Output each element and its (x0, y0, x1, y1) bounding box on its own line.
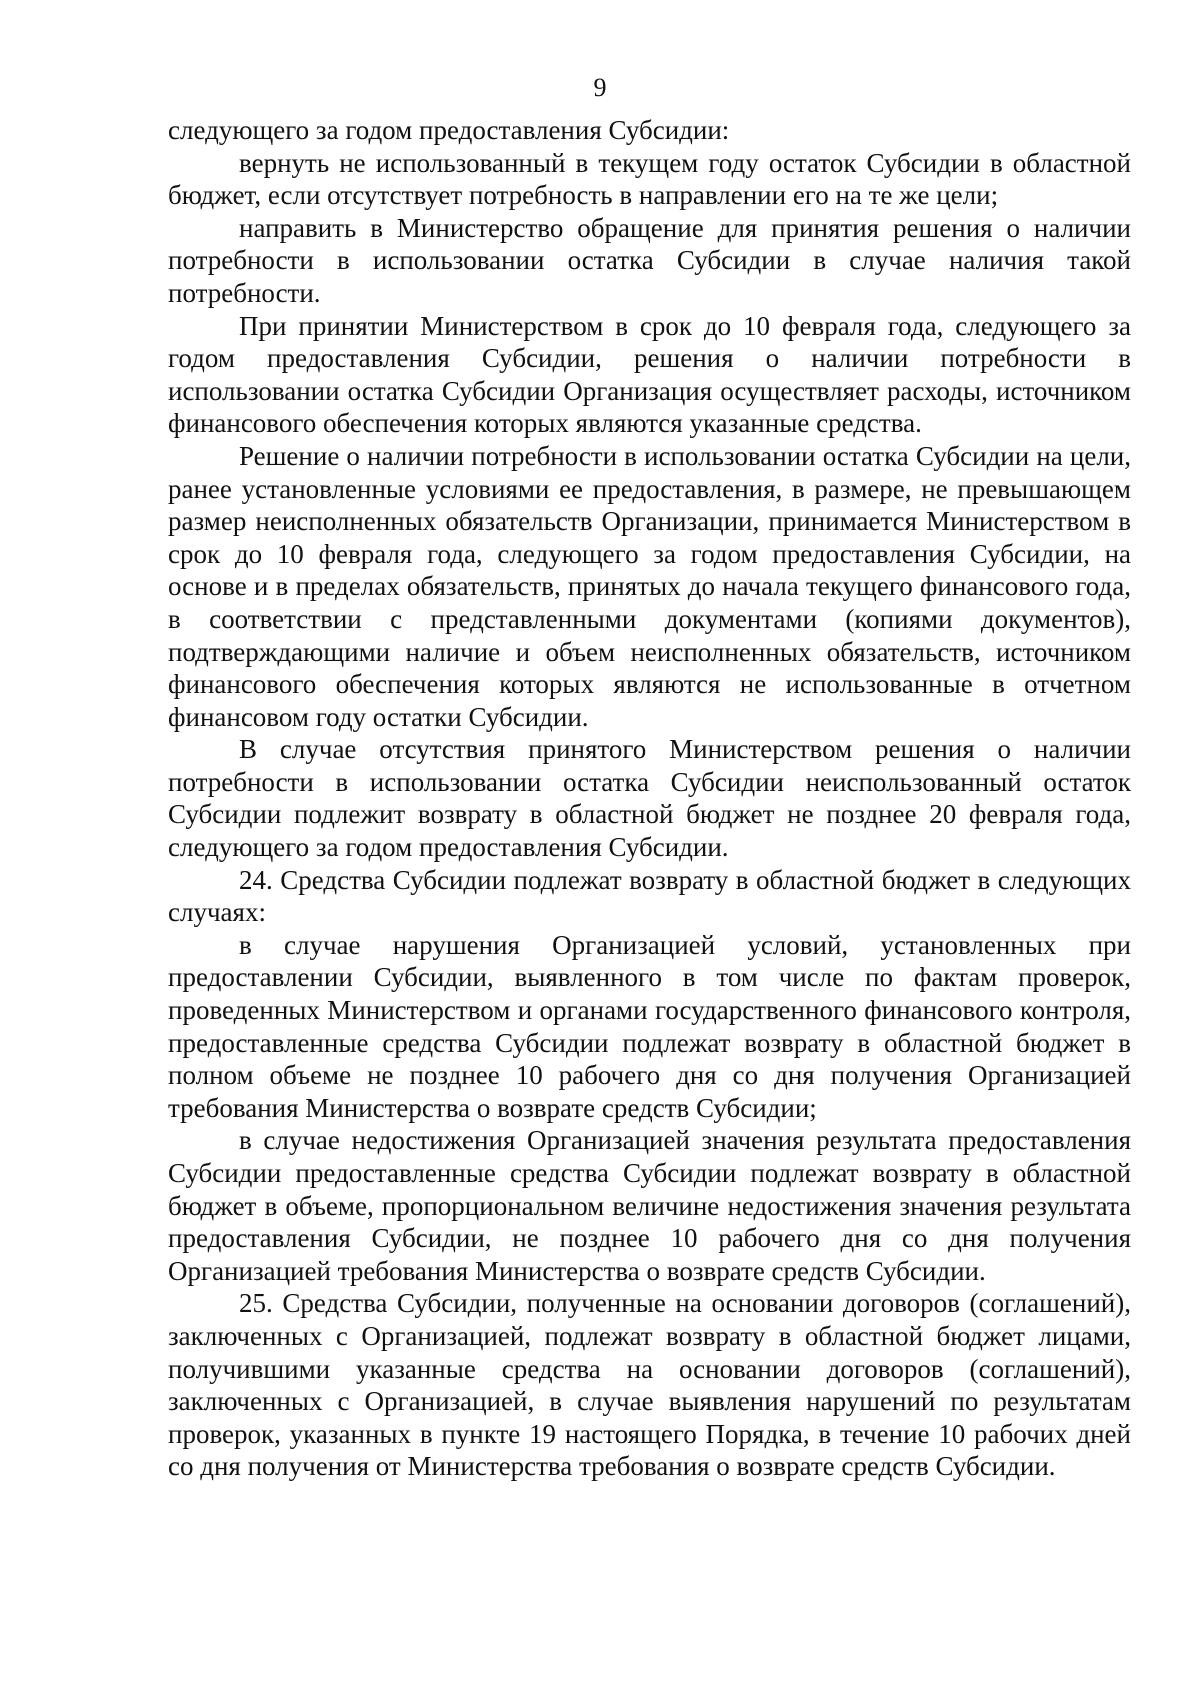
paragraph-item-24: 24. Средства Субсидии подлежат возврату в областной бюджет в следующих случаях: (168, 864, 1131, 928)
paragraph-item-25: 25. Средства Субсидии, полученные на основании договоров (соглашений), заключенных с Организацией, подлежат возврату в областной бюджет лицами, получившими указанные средства на основании договоров (соглашений), заключенных с Организацией, в случае выявления нарушений по результатам проверок, указанных в пункте 19 настоящего Порядка, в течение 10 рабочих дней со дня получения от Министерства требования о возврате средств Субсидии. (168, 1288, 1131, 1482)
paragraph-continuation: следующего за годом предоставления Субсидии: (168, 115, 730, 145)
paragraph-violation-case: в случае нарушения Организацией условий, установленных при предоставлении Субсидии, выявленного в том числе по фактам проверок, проведенных Министерством и органами государственного финансового контроля, предоставленные средства Субсидии подлежат возврату в областной бюджет в полном объеме не позднее 10 рабочего дня со дня получения Организацией требования Министерства о возврате средств Субсидии; (168, 929, 1131, 1123)
paragraph-return-unused-balance: вернуть не использованный в текущем году остаток Субсидии в областной бюджет, если отсутствует потребность в направлении его на те же цели; (168, 147, 1131, 211)
paragraph-no-decision: В случае отсутствия принятого Министерством решения о наличии потребности в использовании остатка Субсидии неиспользованный остаток Субсидии подлежит возврату в областной бюджет не позднее 20 февраля года, следующего за годом предоставления Субсидии. (168, 734, 1131, 863)
paragraph-decision-on-need: Решение о наличии потребности в использовании остатка Субсидии на цели, ранее установленные условиями ее предоставления, в размере, не превышающем размер неисполненных обязательств Организации, принимается Министерством в срок до 10 февраля года, следующего за годом предоставления Субсидии, на основе и в пределах обязательств, принятых до начала текущего финансового года, в соответствии с представленными документами (копиями документов), подтверждающими наличие и объем неисполненных обязательств, источником финансового обеспечения которых являются не использованные в отчетном финансовом году остатки Субсидии. (168, 440, 1131, 732)
paragraph-send-request: направить в Министерство обращение для принятия решения о наличии потребности в использовании остатка Субсидии в случае наличия такой потребности. (168, 212, 1131, 308)
page-number: 9 (593, 73, 607, 102)
paragraph-ministry-decision: При принятии Министерством в срок до 10 февраля года, следующего за годом предоставления Субсидии, решения о наличии потребности в использовании остатка Субсидии Организация осуществляет расходы, источником финансового обеспечения которых являются указанные средства. (168, 310, 1131, 439)
document-body (168, 114, 1131, 1483)
paragraph-non-achievement-case: в случае недостижения Организацией значения результата предоставления Субсидии предоставленные средства Субсидии подлежат возврату в областной бюджет в объеме, пропорциональном величине недостижения значения результата предоставления Субсидии, не позднее 10 рабочего дня со дня получения Организацией требования Министерства о возврате средств Субсидии. (168, 1125, 1131, 1286)
